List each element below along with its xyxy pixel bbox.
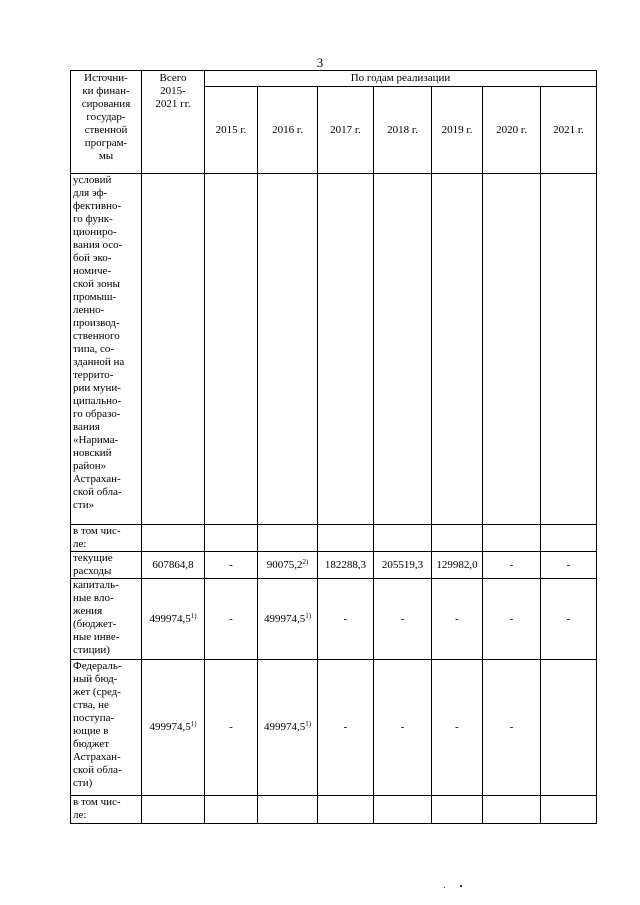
scan-speck: [460, 885, 462, 887]
row-label: Федераль- ный бюд- жет (сред- ства, не поступа- ющие в бюджет Астрахан- ской обла- сти): [71, 660, 142, 796]
cell-2015: [205, 796, 258, 824]
table-row: [71, 796, 597, 824]
cell-2015: [205, 174, 258, 525]
financing-table: [70, 70, 597, 824]
cell-2020: [483, 525, 541, 552]
header-year-2021: 2021 г.: [541, 87, 597, 174]
cell-total: 607864,8: [142, 552, 205, 579]
header-year-2020: 2020 г.: [483, 87, 541, 174]
cell-2021: [541, 174, 597, 525]
cell-2017: [318, 174, 374, 525]
cell-2018: [374, 174, 432, 525]
cell-2017: 182288,3: [318, 552, 374, 579]
header-source: Источни- ки финан- сирования государ- ственной програм- мы: [71, 71, 142, 174]
cell-2018: [374, 525, 432, 552]
cell-2016: [258, 796, 318, 824]
table-row: [71, 525, 597, 552]
header-year-2017: 2017 г.: [318, 87, 374, 174]
cell-2018: -: [374, 660, 432, 796]
cell-2019: -: [432, 579, 483, 660]
cell-2018: -: [374, 579, 432, 660]
cell-2019: [432, 525, 483, 552]
cell-2015: -: [205, 552, 258, 579]
cell-2021: [541, 796, 597, 824]
cell-2016: 499974,5$^{1)}$: [258, 660, 318, 796]
header-total: Всего 2015- 2021 гг.: [142, 71, 205, 174]
header-years-group: По годам реализации: [205, 71, 597, 87]
table-row: [71, 174, 597, 525]
cell-total: 499974,5$^{1)}$: [142, 579, 205, 660]
cell-2021: [541, 660, 597, 796]
row-label: в том чис- ле:: [71, 525, 142, 552]
cell-2020: -: [483, 579, 541, 660]
cell-2019: -: [432, 660, 483, 796]
cell-2020: [483, 796, 541, 824]
cell-2020: [483, 174, 541, 525]
header-year-2016: 2016 г.: [258, 87, 318, 174]
cell-2020: -: [483, 660, 541, 796]
cell-total: 499974,5$^{1)}$: [142, 660, 205, 796]
cell-2021: -: [541, 552, 597, 579]
cell-total: [142, 525, 205, 552]
cell-2017: -: [318, 579, 374, 660]
cell-2017: -: [318, 660, 374, 796]
cell-2019: [432, 174, 483, 525]
cell-2016: 90075,2$^{2)}$: [258, 552, 318, 579]
cell-2020: -: [483, 552, 541, 579]
cell-2016: [258, 525, 318, 552]
row-label: условий для эф- фективно- го функ- ционирo- вания осо- бой эко- номиче- ской зоны промыш- ленно- производ- ственного типа, со- зданной на террито- рии муни- ципально- го образо- вания «Нарима- новский район» Астрахан- ской обла- сти»: [71, 174, 142, 525]
cell-total: [142, 796, 205, 824]
cell-2015: -: [205, 660, 258, 796]
cell-2019: [432, 796, 483, 824]
row-label: текущие расходы: [71, 552, 142, 579]
cell-2015: [205, 525, 258, 552]
cell-2016: [258, 174, 318, 525]
cell-2015: -: [205, 579, 258, 660]
cell-2021: [541, 525, 597, 552]
page-number: 3: [316, 55, 324, 70]
cell-2016: 499974,5$^{1)}$: [258, 579, 318, 660]
row-label: в том чис- ле:: [71, 796, 142, 824]
header-year-2018: 2018 г.: [374, 87, 432, 174]
table-row: [71, 579, 597, 660]
header-year-2019: 2019 г.: [432, 87, 483, 174]
cell-2017: [318, 796, 374, 824]
scan-speck: [444, 887, 445, 888]
cell-2021: -: [541, 579, 597, 660]
cell-2019: 129982,0: [432, 552, 483, 579]
row-label: капиталь- ные вло- жения (бюджет- ные инве- стиции): [71, 579, 142, 660]
table-row: [71, 660, 597, 796]
cell-2017: [318, 525, 374, 552]
table-row: [71, 552, 597, 579]
header-year-2015: 2015 г.: [205, 87, 258, 174]
cell-2018: 205519,3: [374, 552, 432, 579]
cell-2018: [374, 796, 432, 824]
cell-total: [142, 174, 205, 525]
header-row-1: [71, 71, 597, 87]
